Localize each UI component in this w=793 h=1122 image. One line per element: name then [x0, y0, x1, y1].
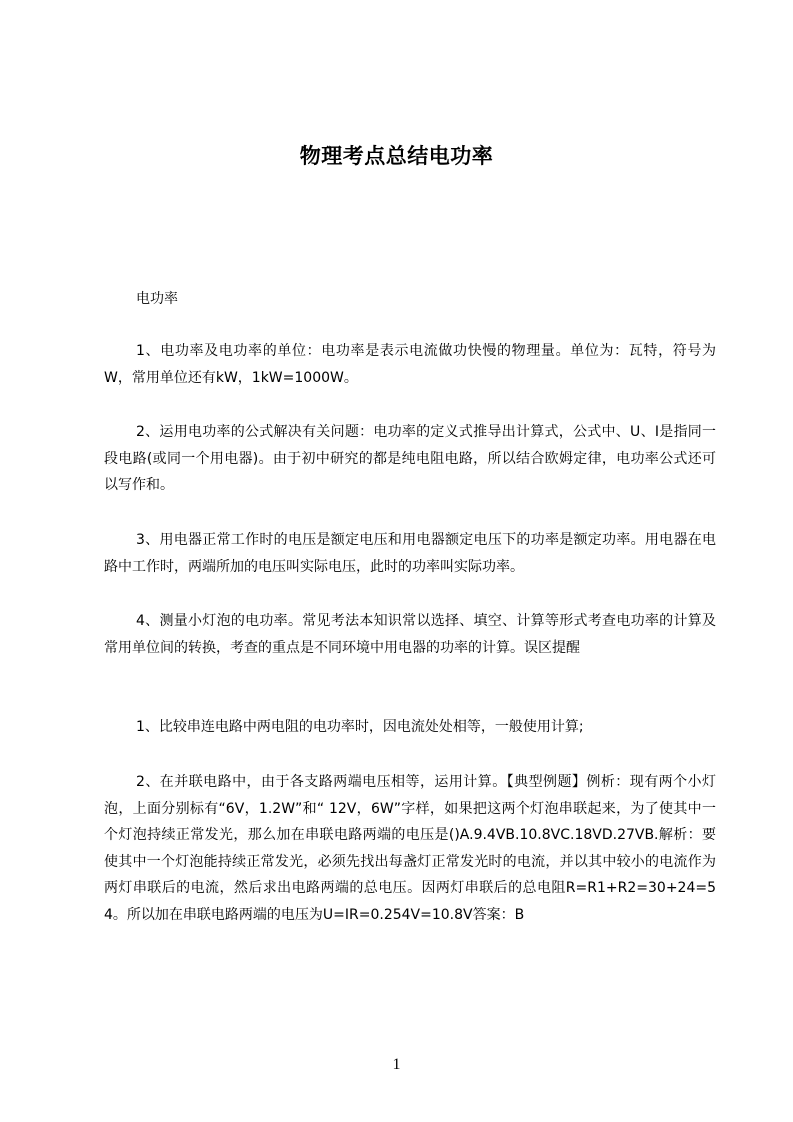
section-heading: 电功率	[136, 291, 178, 307]
paragraph-series-circuit: 1、比较串连电路中两电阻的电功率时，因电流处处相等，一般使用计算;	[136, 719, 584, 735]
page-number: 1	[392, 1056, 401, 1073]
paragraph-parallel-circuit-example: 2、在并联电路中，由于各支路两端电压相等，运用计算。【典型例题】例析：现有两个小灯泡，上面分别标有“6V，1.2W”和“ 12V，6W”字样，如果把这两个灯泡串联起来，为了使其中一个灯泡持续正常发光，那么加在串联电路两端的电压是()A.9.4VB.10.8VC.18VD.27VB.解析：要使其中一个灯泡能持续正常发光，必须先找出每盏灯正常发光时的电流，并以其中较小的电流作为两灯串联后的电流，然后求出电路两端的总电压。因两灯串联后的总电阻R=R1+R2=30+24=54。所以加在串联电路两端的电压为U=IR=0.254V=10.8V答案：B	[104, 774, 716, 923]
paragraph-measure-bulb-power: 4、测量小灯泡的电功率。常见考法本知识常以选择、填空、计算等形式考查电功率的计算及常用单位间的转换，考查的重点是不同环境中用电器的功率的计算。误区提醒	[104, 613, 716, 656]
paragraph-unit-definition: 1、电功率及电功率的单位：电功率是表示电流做功快慢的物理量。单位为：瓦特，符号为W，常用单位还有kW，1kW=1000W。	[104, 343, 716, 386]
paragraph-rated-power: 3、用电器正常工作时的电压是额定电压和用电器额定电压下的功率是额定功率。用电器在电路中工作时，两端所加的电压叫实际电压，此时的功率叫实际功率。	[104, 532, 716, 575]
paragraph-power-formula: 2、运用电功率的公式解决有关问题：电功率的定义式推导出计算式，公式中、U、I是指同一段电路(或同一个用电器)。由于初中研究的都是纯电阻电路，所以结合欧姆定律，电功率公式还可以写作和。	[104, 424, 716, 493]
page-title: 物理考点总结电功率	[299, 144, 494, 168]
